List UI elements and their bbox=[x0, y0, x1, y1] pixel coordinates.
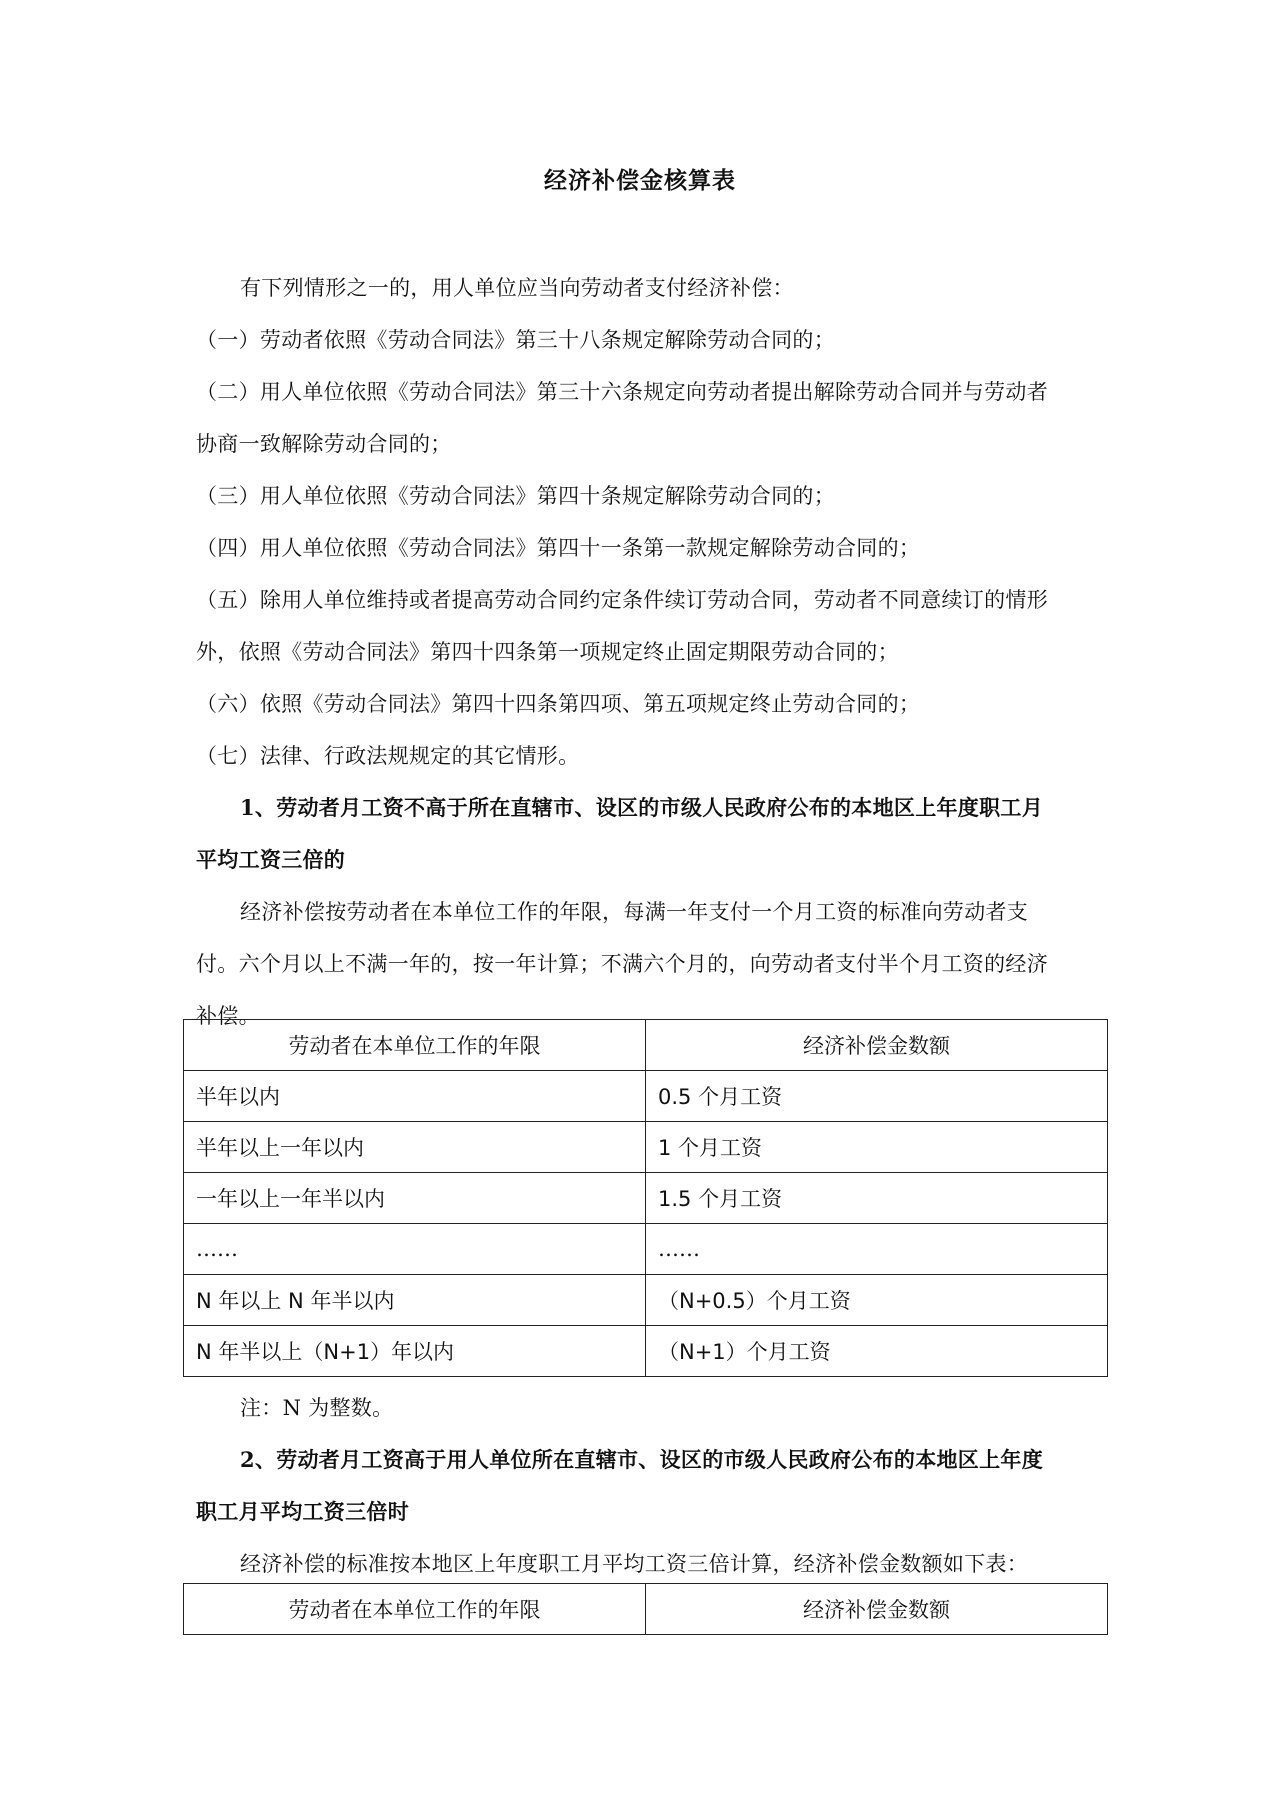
table-note: 注：N 为整数。 bbox=[240, 1396, 394, 1420]
header-cell: 经济补偿金数额 bbox=[646, 1020, 1108, 1071]
header-cell: 经济补偿金数额 bbox=[646, 1584, 1108, 1635]
intro-block bbox=[196, 262, 1100, 1042]
compensation-table-2 bbox=[183, 1583, 1108, 1635]
amount-cell: 0.5 个月工资 bbox=[646, 1071, 1108, 1122]
table-header-row bbox=[184, 1584, 1108, 1635]
section2-heading: 2、劳动者月工资高于用人单位所在直辖市、设区的市级人民政府公布的本地区上年度 bbox=[240, 1447, 1044, 1472]
section1-paragraph: 经济补偿按劳动者在本单位工作的年限，每满一年支付一个月工资的标准向劳动者支 bbox=[240, 900, 1029, 924]
section2-heading-cont: 职工月平均工资三倍时 bbox=[196, 1499, 409, 1524]
intro-item-5: （五）除用人单位维持或者提高劳动合同约定条件续订劳动合同，劳动者不同意续订的情形 bbox=[196, 588, 1048, 612]
amount-cell: 1 个月工资 bbox=[646, 1122, 1108, 1173]
tenure-cell: 半年以上一年以内 bbox=[184, 1122, 646, 1173]
intro-item-3: （三）用人单位依照《劳动合同法》第四十条规定解除劳动合同的； bbox=[196, 484, 835, 508]
amount-cell: 1.5 个月工资 bbox=[646, 1173, 1108, 1224]
intro-item-2-cont: 协商一致解除劳动合同的； bbox=[196, 432, 452, 456]
tenure-cell: 半年以内 bbox=[184, 1071, 646, 1122]
section1-heading: 1、劳动者月工资不高于所在直辖市、设区的市级人民政府公布的本地区上年度职工月 bbox=[240, 795, 1044, 820]
tenure-cell: 一年以上一年半以内 bbox=[184, 1173, 646, 1224]
intro-lead: 有下列情形之一的，用人单位应当向劳动者支付经济补偿： bbox=[240, 276, 794, 300]
table-row bbox=[184, 1275, 1108, 1326]
table-row bbox=[184, 1326, 1108, 1377]
table-header-row bbox=[184, 1020, 1108, 1071]
header-cell: 劳动者在本单位工作的年限 bbox=[184, 1020, 646, 1071]
intro-item-6: （六）依照《劳动合同法》第四十四条第四项、第五项规定终止劳动合同的； bbox=[196, 692, 921, 716]
amount-cell: …… bbox=[646, 1224, 1108, 1275]
section2-block bbox=[196, 1382, 1100, 1590]
intro-item-2: （二）用人单位依照《劳动合同法》第三十六条规定向劳动者提出解除劳动合同并与劳动者 bbox=[196, 380, 1048, 404]
table-row bbox=[184, 1173, 1108, 1224]
amount-cell: （N+1）个月工资 bbox=[646, 1326, 1108, 1377]
section1-paragraph-cont: 付。六个月以上不满一年的，按一年计算；不满六个月的，向劳动者支付半个月工资的经济 bbox=[196, 952, 1048, 976]
intro-item-5-cont: 外，依照《劳动合同法》第四十四条第一项规定终止固定期限劳动合同的； bbox=[196, 640, 899, 664]
tenure-cell: N 年以上 N 年半以内 bbox=[184, 1275, 646, 1326]
table-row bbox=[184, 1224, 1108, 1275]
table-row bbox=[184, 1122, 1108, 1173]
page-title: 经济补偿金核算表 bbox=[544, 168, 736, 194]
section1-heading-cont: 平均工资三倍的 bbox=[196, 847, 346, 872]
intro-item-4: （四）用人单位依照《劳动合同法》第四十一条第一款规定解除劳动合同的； bbox=[196, 536, 921, 560]
compensation-table-1 bbox=[183, 1019, 1108, 1377]
amount-cell: （N+0.5）个月工资 bbox=[646, 1275, 1108, 1326]
section2-paragraph: 经济补偿的标准按本地区上年度职工月平均工资三倍计算，经济补偿金数额如下表： bbox=[240, 1552, 1029, 1576]
table-row bbox=[184, 1071, 1108, 1122]
section1-paragraph-end: 补偿。 bbox=[196, 1004, 260, 1028]
intro-item-1: （一）劳动者依照《劳动合同法》第三十八条规定解除劳动合同的； bbox=[196, 328, 835, 352]
tenure-cell: …… bbox=[184, 1224, 646, 1275]
intro-item-7: （七）法律、行政法规规定的其它情形。 bbox=[196, 744, 580, 768]
tenure-cell: N 年半以上（N+1）年以内 bbox=[184, 1326, 646, 1377]
header-cell: 劳动者在本单位工作的年限 bbox=[184, 1584, 646, 1635]
